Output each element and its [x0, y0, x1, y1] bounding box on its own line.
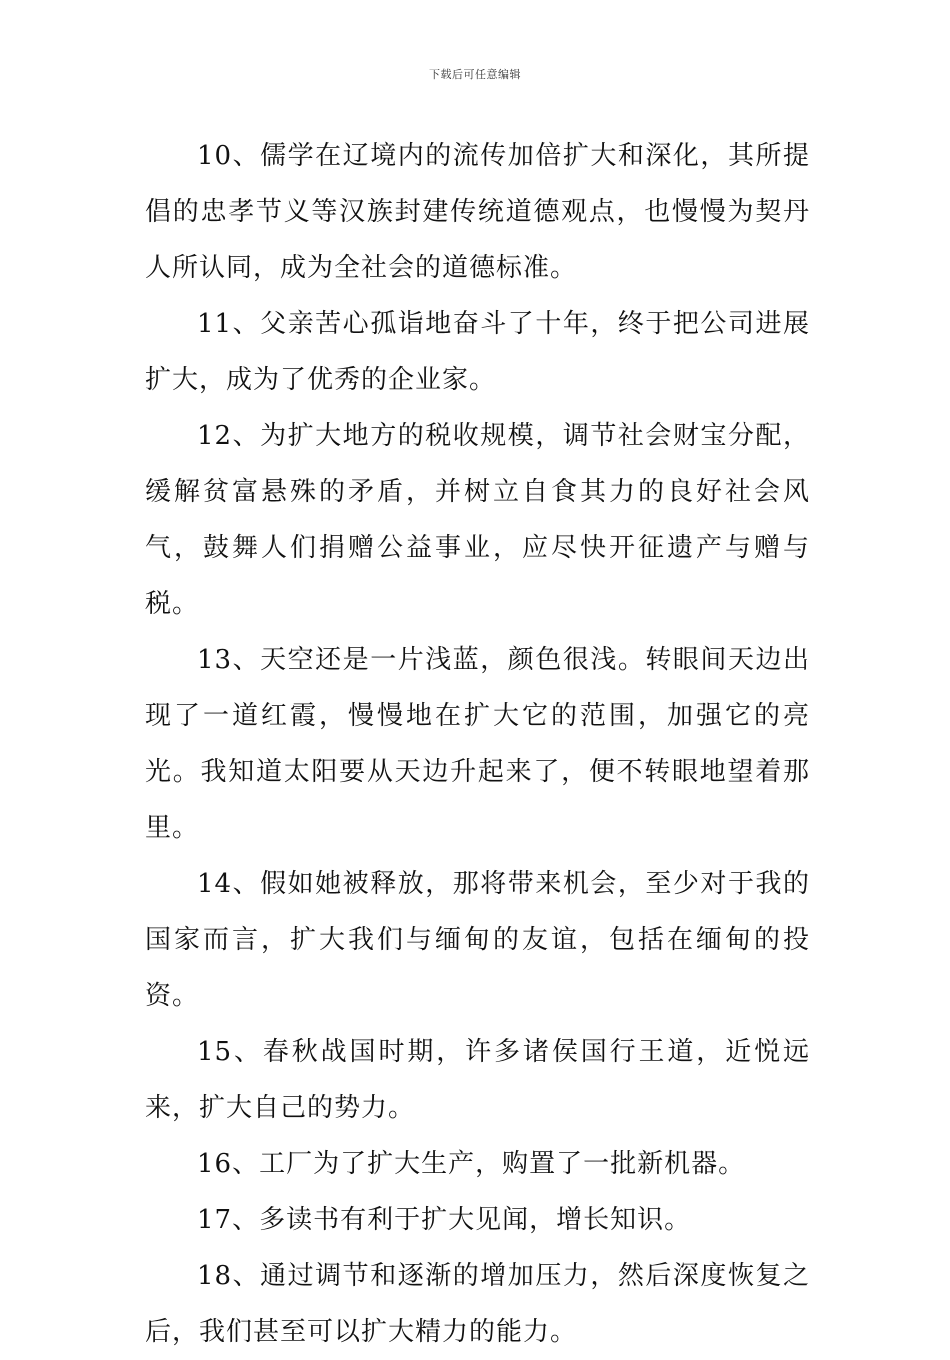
- paragraph-11: 11、父亲苦心孤诣地奋斗了十年，终于把公司进展扩大，成为了优秀的企业家。: [145, 309, 810, 395]
- paragraph-12: 12、为扩大地方的税收规模，调节社会财宝分配，缓解贫富悬殊的矛盾，并树立自食其力的良好社会风气，鼓舞人们捐赠公益事业，应尽快开征遗产与赠与税。: [145, 421, 810, 619]
- paragraph-13: 13、天空还是一片浅蓝，颜色很浅。转眼间天边出现了一道红霞，慢慢地在扩大它的范围，加强它的亮光。我知道太阳要从天边升起来了，便不转眼地望着那里。: [145, 645, 810, 843]
- paragraph-18: 18、通过调节和逐渐的增加压力，然后深度恢复之后，我们甚至可以扩大精力的能力。: [145, 1261, 810, 1347]
- paragraph-16: 16、工厂为了扩大生产，购置了一批新机器。: [197, 1149, 746, 1179]
- paragraph-17: 17、多读书有利于扩大见闻，增长知识。: [197, 1205, 692, 1235]
- page-header: 下载后可任意编辑: [429, 68, 521, 81]
- document-body: [145, 128, 810, 1360]
- paragraph-15: 15、春秋战国时期，许多诸侯国行王道，近悦远来，扩大自己的势力。: [145, 1037, 810, 1123]
- paragraph-10: 10、儒学在辽境内的流传加倍扩大和深化，其所提倡的忠孝节义等汉族封建传统道德观点，也慢慢为契丹人所认同，成为全社会的道德标准。: [145, 141, 810, 283]
- paragraph-14: 14、假如她被释放，那将带来机会，至少对于我的国家而言，扩大我们与缅甸的友谊，包括在缅甸的投资。: [145, 869, 810, 1011]
